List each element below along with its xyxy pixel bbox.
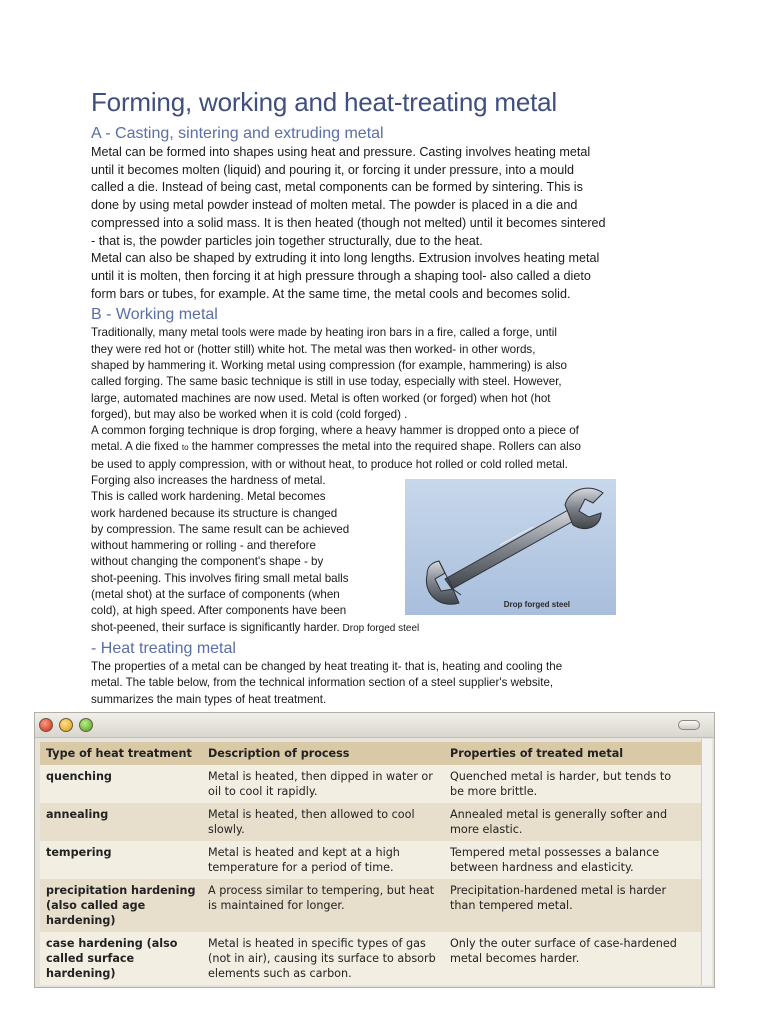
description-cell: Metal is heated, then dipped in water or oil to cool it rapidly. [202, 765, 444, 803]
toolbar-toggle-icon[interactable] [678, 720, 700, 730]
heat-treatment-window [34, 712, 715, 988]
document [91, 86, 651, 708]
table-row [40, 803, 705, 841]
window-titlebar [35, 713, 714, 738]
vertical-scrollbar[interactable] [701, 739, 712, 985]
section-a-paragraph-2: Metal can also be shaped by extruding it into long lengths. Extrusion involves heating metal until it is molten, then forcing it at high pressure through a shaping tool- also called a dieto form bars or tubes, for example. At the same time, the metal cools and becomes solid. [91, 251, 600, 301]
section-b-heading: B - Working metal [91, 306, 218, 324]
description-cell: Metal is heated, then allowed to cool slowly. [202, 803, 444, 841]
inline-caption: Drop forged steel [339, 622, 420, 634]
section-a-heading: A - Casting, sintering and extruding metal [91, 125, 384, 142]
section-b-paragraph-2: A common forging technique is drop forging, where a heavy hammer is dropped onto a piece of metal. A die fixed to the hammer compresses the metal into the required shape. Rollers can also be used to apply compression, with or without heat, to produce hot rolled or cold rolled metal. [91, 424, 581, 471]
table-header-row [40, 742, 705, 765]
treatment-type-cell: precipitation hardening (also called age hardening) [40, 879, 202, 932]
image-caption: Drop forged steel [503, 600, 570, 609]
description-cell: Metal is heated and kept at a high temperature for a period of time. [202, 841, 444, 879]
description-cell: Metal is heated in specific types of gas (not in air), causing its surface to absorb elements such as carbon. [202, 932, 444, 985]
section-b-paragraph-3: Forging also increases the hardness of metal. This is called work hardening. Metal becomes work hardened because its structure is changed by compression. The same result can be achieved without hammering or rolling - and therefore without changing the component's shape - by shot-peening. This involves firing small metal balls (metal shot) at the surface of components (when cold), at high speed. After components have been [91, 474, 350, 618]
properties-cell: Tempered metal possesses a balance between hardness and elasticity. [444, 841, 705, 879]
treatment-type-cell: quenching [40, 765, 202, 803]
description-cell: A process similar to tempering, but heat is maintained for longer. [202, 879, 444, 932]
wrench-icon [405, 479, 616, 615]
table-row [40, 841, 705, 879]
table-row [40, 932, 705, 985]
table-row [40, 879, 705, 932]
wrench-image [405, 479, 616, 615]
treatment-type-cell: case hardening (also called surface hardening) [40, 932, 202, 985]
column-header-description: Description of process [202, 742, 444, 765]
properties-cell: Annealed metal is generally softer and more elastic. [444, 803, 705, 841]
section-c-heading: - Heat treating metal [91, 639, 236, 657]
table-row [40, 765, 705, 803]
section-a-paragraph-1: Metal can be formed into shapes using heat and pressure. Casting involves heating metal until it becomes molten (liquid) and pouring it, or forcing it under pressure, into a mould called a die. Instead of being cast, metal components can be formed by sintering. This is done by using metal powder instead of molten metal. The powder is placed in a die and compressed into a solid mass. It is then heated (though not melted) until it becomes sintered - that is, the powder particles join together structurally, due to the heat. [91, 145, 606, 248]
section-b-paragraph-3-last: shot-peened, their surface is significantly harder. Drop forged steel [91, 620, 420, 634]
close-window-icon[interactable] [39, 718, 53, 732]
heat-treatment-table [40, 742, 705, 985]
column-header-type: Type of heat treatment [40, 742, 202, 765]
column-header-properties: Properties of treated metal [444, 742, 705, 765]
minimize-window-icon[interactable] [59, 718, 73, 732]
treatment-type-cell: tempering [40, 841, 202, 879]
maximize-window-icon[interactable] [79, 718, 93, 732]
properties-cell: Only the outer surface of case-hardened metal becomes harder. [444, 932, 705, 985]
properties-cell: Precipitation-hardened metal is harder than tempered metal. [444, 879, 705, 932]
section-b-paragraph-1: Traditionally, many metal tools were made by heating iron bars in a fire, called a forge, until they were red hot or (hotter still) white hot. The metal was then worked- in other words, shaped by hammering it. Working metal using compression (for example, hammering) is also called forging. The same basic technique is still in use today, especially with steel. However, large, automated machines are now used. Metal is often worked (or forged) when hot (hot forged), but may also be worked when it is cold (cold forged) . [91, 326, 567, 421]
page-title: Forming, working and heat-treating metal [91, 87, 558, 117]
section-c-paragraph: The properties of a metal can be changed by heat treating it- that is, heating and cooling the metal. The table below, from the technical information section of a steel supplier's website, summarizes the main types of heat treatment. [91, 659, 563, 706]
work-hardening-block [91, 473, 651, 637]
properties-cell: Quenched metal is harder, but tends to be more brittle. [444, 765, 705, 803]
treatment-type-cell: annealing [40, 803, 202, 841]
